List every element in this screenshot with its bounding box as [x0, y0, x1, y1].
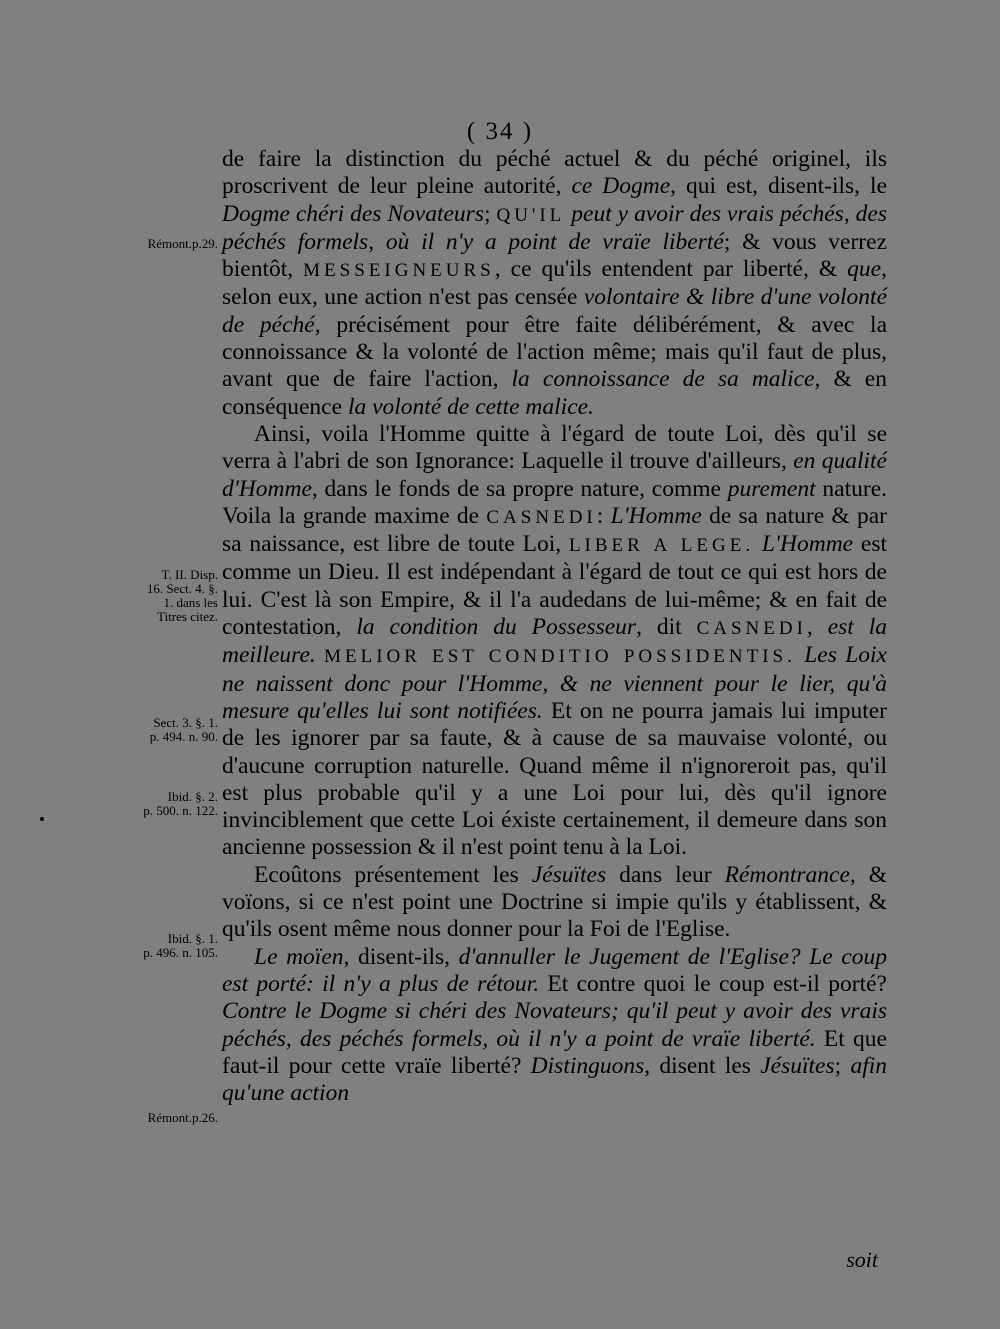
page-number: ( 34 ): [466, 118, 534, 145]
text-run: , précisément pour être faite délibérément, & avec la connoissance & la volonté de l'action même; mais qu'il faut de plus, avant que de faire l'action,: [222, 311, 887, 393]
italic-run: Les Loix ne naissent donc pour l'Homme, & ne viennent pour le lier, qu'à mesure qu'elles lui sont notifiées.: [222, 642, 887, 724]
italic-run: volontaire & libre d'une volonté de péché: [222, 284, 887, 338]
italic-run: Contre le Dogme si chéri des Novateurs; qu'il peut y avoir des vrais péchés, des péchés formels, où il n'y a point de vraïe liberté.: [222, 998, 887, 1052]
margin-note-line: Rémont.p.26.: [147, 1110, 218, 1125]
margin-note: [110, 932, 218, 960]
italic-run: purement: [727, 475, 816, 502]
text-run: ;: [483, 200, 497, 227]
italic-run: Le moïen: [254, 943, 344, 970]
italic-run: la volonté de cette malice.: [347, 393, 594, 420]
margin-note-line: p. 496. n. 105.: [143, 945, 218, 960]
margin-note-line: Sect. 3. §. 1.: [153, 715, 218, 730]
small-caps-run: MELIOR EST CONDITIO POSSIDENTIS.: [324, 646, 796, 668]
text-run: Et contre quoi le coup est-il porté?: [539, 970, 887, 997]
italic-run: est la meilleure.: [222, 614, 887, 669]
text-run: [316, 642, 324, 668]
text-run: ,: [806, 614, 828, 641]
text-run: [754, 531, 762, 557]
text-run: Et que faut-il pour cette vraïe liberté?: [222, 1025, 887, 1079]
text-run: , disent les: [644, 1052, 761, 1079]
italic-run: L'Homme: [610, 502, 702, 529]
paragraph: [222, 862, 887, 944]
text-run: , dit: [636, 614, 697, 641]
text-run: , dans le fonds de sa propre nature, comme: [311, 475, 728, 502]
text-run: ;: [834, 1052, 851, 1079]
text-run: est comme un Dieu. Il est indépendant à l'égard de tout ce qui est hors de lui. C'est là son Empire, & il l'a audedans de lui-même; & en fait de contestation,: [222, 531, 888, 641]
margin-note: [110, 716, 218, 744]
small-caps-run: LIBER A LEGE.: [568, 535, 755, 557]
italic-run: en qualité d'Homme: [222, 448, 887, 502]
text-run: Et on ne pourra jamais lui imputer de les ignorer par sa faute, & à cause de sa mauvaise volonté, ou d'aucune corruption naturelle. Quand même il n'ignoreroit pas, qu'il est plus probable qu'il y a une Loi pour lui, dès qu'il ignore invinciblement que cette Loi éxiste certainement, il demeure dans son ancienne possession & il n'est point tenu à la Loi.: [222, 697, 887, 861]
margin-note: [110, 1111, 218, 1125]
text-run: , qui est, disent-ils, le: [670, 173, 888, 200]
margin-note-line: Titres citez.: [157, 609, 218, 624]
italic-run: que: [847, 256, 882, 283]
text-run: [796, 642, 804, 668]
italic-run: Distinguons: [530, 1052, 645, 1079]
paragraph: [222, 944, 887, 1108]
italic-run: Dogme chéri des Novateurs: [222, 200, 484, 227]
italic-run: Jésuïtes: [531, 861, 607, 888]
margin-note-line: Rémont.p.29.: [147, 236, 218, 251]
italic-run: L'Homme: [761, 531, 854, 558]
margin-note-line: p. 494. n. 90.: [149, 729, 218, 744]
margin-note-line: 16. Sect. 4. §.: [146, 581, 218, 596]
text-run: , ce qu'ils entendent par liberté, &: [494, 256, 848, 283]
italic-run: peut y avoir des vrais péchés, des péchés formels, où il n'y a point de vraïe liberté: [222, 200, 887, 255]
text-run: :: [596, 502, 611, 529]
text-run: & voïons, si ce n'est point une Doctrine si impie qu'ils y établissent, & qu'ils osent même nous donner pour la Foi de l'Eglise.: [222, 861, 887, 943]
small-caps-run: MESSEIGNEURS: [303, 260, 495, 282]
paragraph: [222, 421, 887, 862]
catchword: soit: [846, 1247, 878, 1272]
text-run: dans leur: [606, 861, 725, 888]
paragraph: [222, 146, 887, 421]
italic-run: ce Dogme: [571, 173, 671, 200]
text-run: , selon eux, une action n'est pas censée: [222, 256, 887, 311]
text-run: , & en conséquence: [222, 366, 887, 420]
italic-run: la connoissance de sa malice: [511, 366, 815, 393]
text-run: , disent-ils,: [343, 943, 459, 970]
body-text: [222, 146, 887, 1107]
text-run: de sa nature & par sa naissance, est libre de toute Loi,: [222, 502, 887, 558]
italic-run: la condition du Possesseur: [356, 614, 637, 641]
small-caps-run: CASNEDI: [696, 618, 807, 640]
text-run: Ecoûtons présentement les: [254, 861, 532, 888]
small-caps-run: QU'IL: [496, 204, 566, 226]
small-caps-run: CASNEDI: [486, 506, 597, 528]
margin-note: [110, 790, 218, 818]
margin-note-line: 1. dans les: [163, 595, 218, 610]
text-run: de faire la distinction du péché actuel & du péché originel, ils proscrivent de leur pleine autorité,: [222, 146, 887, 200]
italic-run: Jésuïtes: [760, 1052, 835, 1079]
margin-note: [110, 237, 218, 251]
margin-note: [110, 568, 218, 624]
margin-note-line: T. II. Disp.: [161, 567, 218, 582]
text-run: Ainsi, voila l'Homme quitte à l'égard de toute Loi, dès qu'il se verra à l'abri de son Ignorance: Laquelle il trouve d'ailleurs,: [222, 420, 887, 475]
text-run: ; & vous verrez bientôt,: [222, 228, 887, 283]
italic-run: afin qu'une action: [222, 1052, 887, 1107]
margin-note-line: Ibid. §. 2.: [167, 789, 218, 804]
ink-speck: [40, 817, 44, 821]
italic-run: d'annuller le Jugement de l'Eglise? Le coup est porté: il n'y a plus de rétour.: [222, 943, 887, 997]
margin-note-line: p. 500. n. 122.: [143, 803, 218, 818]
margin-note-line: Ibid. §. 1.: [167, 931, 218, 946]
italic-run: Rémontrance,: [724, 861, 856, 888]
text-run: nature. Voila la grande maxime de: [222, 475, 887, 529]
